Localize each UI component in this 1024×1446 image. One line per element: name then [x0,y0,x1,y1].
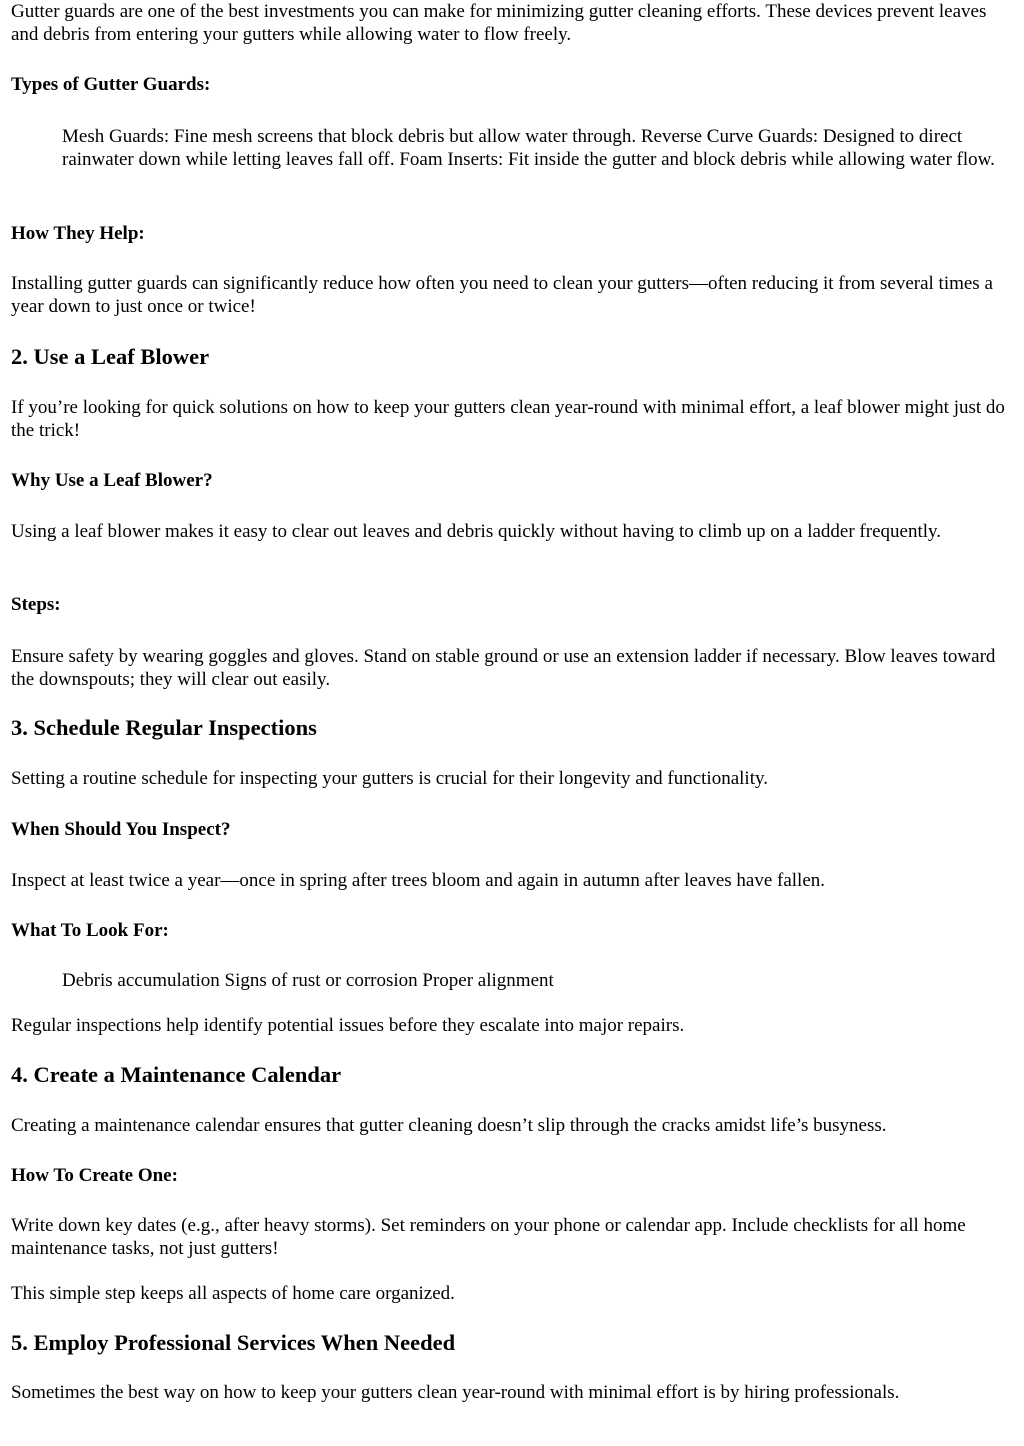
help-paragraph: Installing gutter guards can significantly reduce how often you need to clean your gutters—often reducing it from several times a year down to just once or twice! [11,273,993,317]
help-heading: How They Help: [11,223,145,244]
section-3-heading: 3. Schedule Regular Inspections [11,715,317,740]
steps-paragraph: Ensure safety by wearing goggles and gloves. Stand on stable ground or use an extension ladder if necessary. Blow leaves toward the downspouts; they will clear out easily. [11,646,996,690]
create-heading: How To Create One: [11,1165,178,1186]
when-heading: When Should You Inspect? [11,819,231,840]
section-5-intro: Sometimes the best way on how to keep your gutters clean year-round with minimal effort is by hiring professionals. [11,1382,900,1403]
section-3-intro: Setting a routine schedule for inspecting your gutters is crucial for their longevity and functionality. [11,768,768,789]
why-paragraph: Using a leaf blower makes it easy to clear out leaves and debris quickly without having to climb up on a ladder frequently. [11,521,942,542]
types-heading: Types of Gutter Guards: [11,74,211,95]
when-paragraph: Inspect at least twice a year—once in spring after trees bloom and again in autumn after leaves have fallen. [11,870,826,891]
steps-heading: Steps: [11,594,61,615]
section-2-intro: If you’re looking for quick solutions on how to keep your gutters clean year-round with minimal effort, a leaf blower might just do the trick! [11,397,1005,441]
section-4-intro: Creating a maintenance calendar ensures that gutter cleaning doesn’t slip through the cracks amidst life’s busyness. [11,1115,887,1136]
create-paragraph: Write down key dates (e.g., after heavy storms). Set reminders on your phone or calendar app. Include checklists for all home maintenance tasks, not just gutters! [11,1215,966,1259]
types-list: Mesh Guards: Fine mesh screens that block debris but allow water through. Reverse Curve Guards: Designed to direct rainwater down while letting leaves fall off. Foam Inserts: Fit inside the gutter and block debris while allowing water flow. [62,126,995,170]
section-4-heading: 4. Create a Maintenance Calendar [11,1062,342,1087]
look-list: Debris accumulation Signs of rust or corrosion Proper alignment [62,970,554,991]
create-after-paragraph: This simple step keeps all aspects of home care organized. [11,1283,455,1304]
section-2-heading: 2. Use a Leaf Blower [11,344,210,369]
why-heading: Why Use a Leaf Blower? [11,470,213,491]
look-after-paragraph: Regular inspections help identify potential issues before they escalate into major repairs. [11,1015,685,1036]
intro-paragraph: Gutter guards are one of the best investments you can make for minimizing gutter cleaning efforts. These devices prevent leaves and debris from entering your gutters while allowing water to flow freely. [11,1,987,45]
look-heading: What To Look For: [11,920,169,941]
section-5-heading: 5. Employ Professional Services When Needed [11,1330,456,1355]
